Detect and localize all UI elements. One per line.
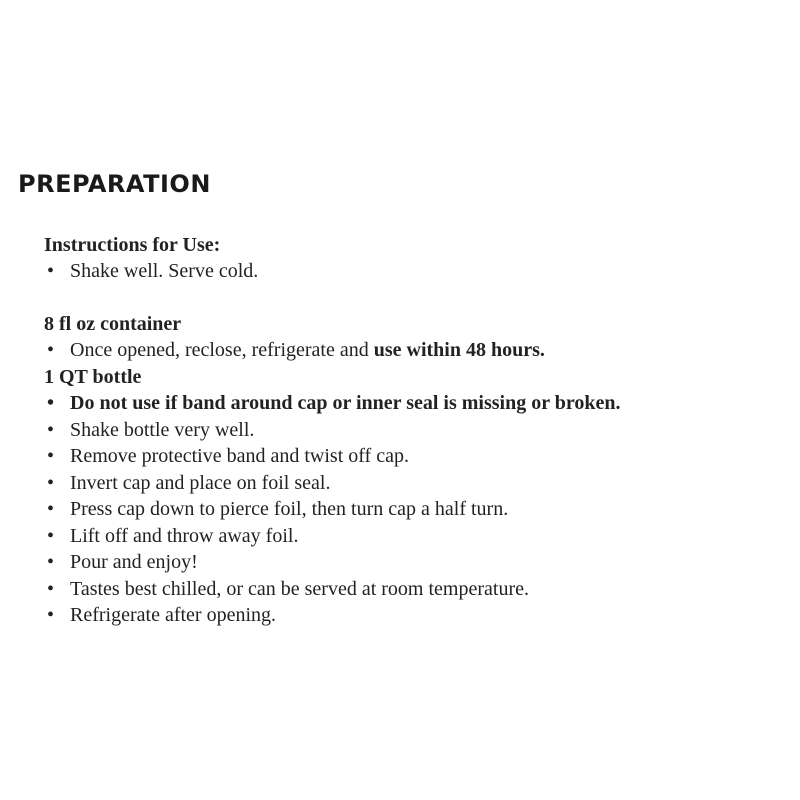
container-8oz-title: 8 fl oz container bbox=[44, 313, 182, 335]
bullet-icon: • bbox=[47, 524, 55, 547]
bullet-icon: • bbox=[47, 471, 55, 494]
list-item bbox=[44, 470, 621, 497]
list-item-text: Invert cap and place on foil seal. bbox=[70, 471, 331, 494]
bullet-icon: • bbox=[47, 418, 55, 441]
list-item-text: Remove protective band and twist off cap. bbox=[70, 445, 409, 467]
list-item-text: Tastes best chilled, or can be served at room temperature. bbox=[70, 577, 529, 600]
container-8oz-section bbox=[44, 311, 545, 364]
bullet-icon: • bbox=[47, 551, 55, 573]
list-item-text: Lift off and throw away foil. bbox=[70, 524, 299, 547]
instructions-section bbox=[44, 232, 258, 285]
list-item bbox=[44, 602, 621, 629]
list-item-text: Refrigerate after opening. bbox=[70, 604, 277, 626]
bottle-1qt-title: 1 QT bottle bbox=[44, 366, 142, 388]
container-8oz-list bbox=[44, 337, 545, 364]
page-title: PREPARATION bbox=[18, 170, 211, 198]
list-item-text: Shake well. Serve cold. bbox=[70, 260, 259, 282]
list-item bbox=[44, 390, 621, 417]
list-item bbox=[44, 549, 621, 576]
bottle-1qt-section bbox=[44, 364, 621, 629]
list-item-emphasis: use within 48 hours. bbox=[373, 339, 545, 361]
bullet-icon: • bbox=[47, 339, 55, 361]
list-item-text: Pour and enjoy! bbox=[70, 551, 198, 573]
list-item bbox=[44, 523, 621, 550]
bullet-icon: • bbox=[47, 577, 55, 600]
list-item bbox=[44, 258, 258, 285]
list-item bbox=[44, 496, 621, 523]
list-item bbox=[44, 576, 621, 603]
bullet-icon: • bbox=[47, 392, 55, 414]
instructions-title: Instructions for Use: bbox=[44, 234, 221, 256]
list-item-text: Once opened, reclose, refrigerate and bbox=[70, 339, 374, 361]
instructions-list bbox=[44, 258, 258, 285]
list-item bbox=[44, 417, 621, 444]
bullet-icon: • bbox=[47, 604, 55, 626]
list-item-text: Do not use if band around cap or inner seal is missing or broken. bbox=[70, 392, 621, 414]
bottle-1qt-list bbox=[44, 390, 621, 629]
bullet-icon: • bbox=[47, 260, 55, 282]
list-item bbox=[44, 337, 545, 364]
list-item bbox=[44, 443, 621, 470]
bullet-icon: • bbox=[47, 445, 55, 467]
list-item-text: Press cap down to pierce foil, then turn cap a half turn. bbox=[70, 498, 509, 520]
list-item-text: Shake bottle very well. bbox=[70, 418, 255, 441]
bullet-icon: • bbox=[47, 498, 55, 520]
